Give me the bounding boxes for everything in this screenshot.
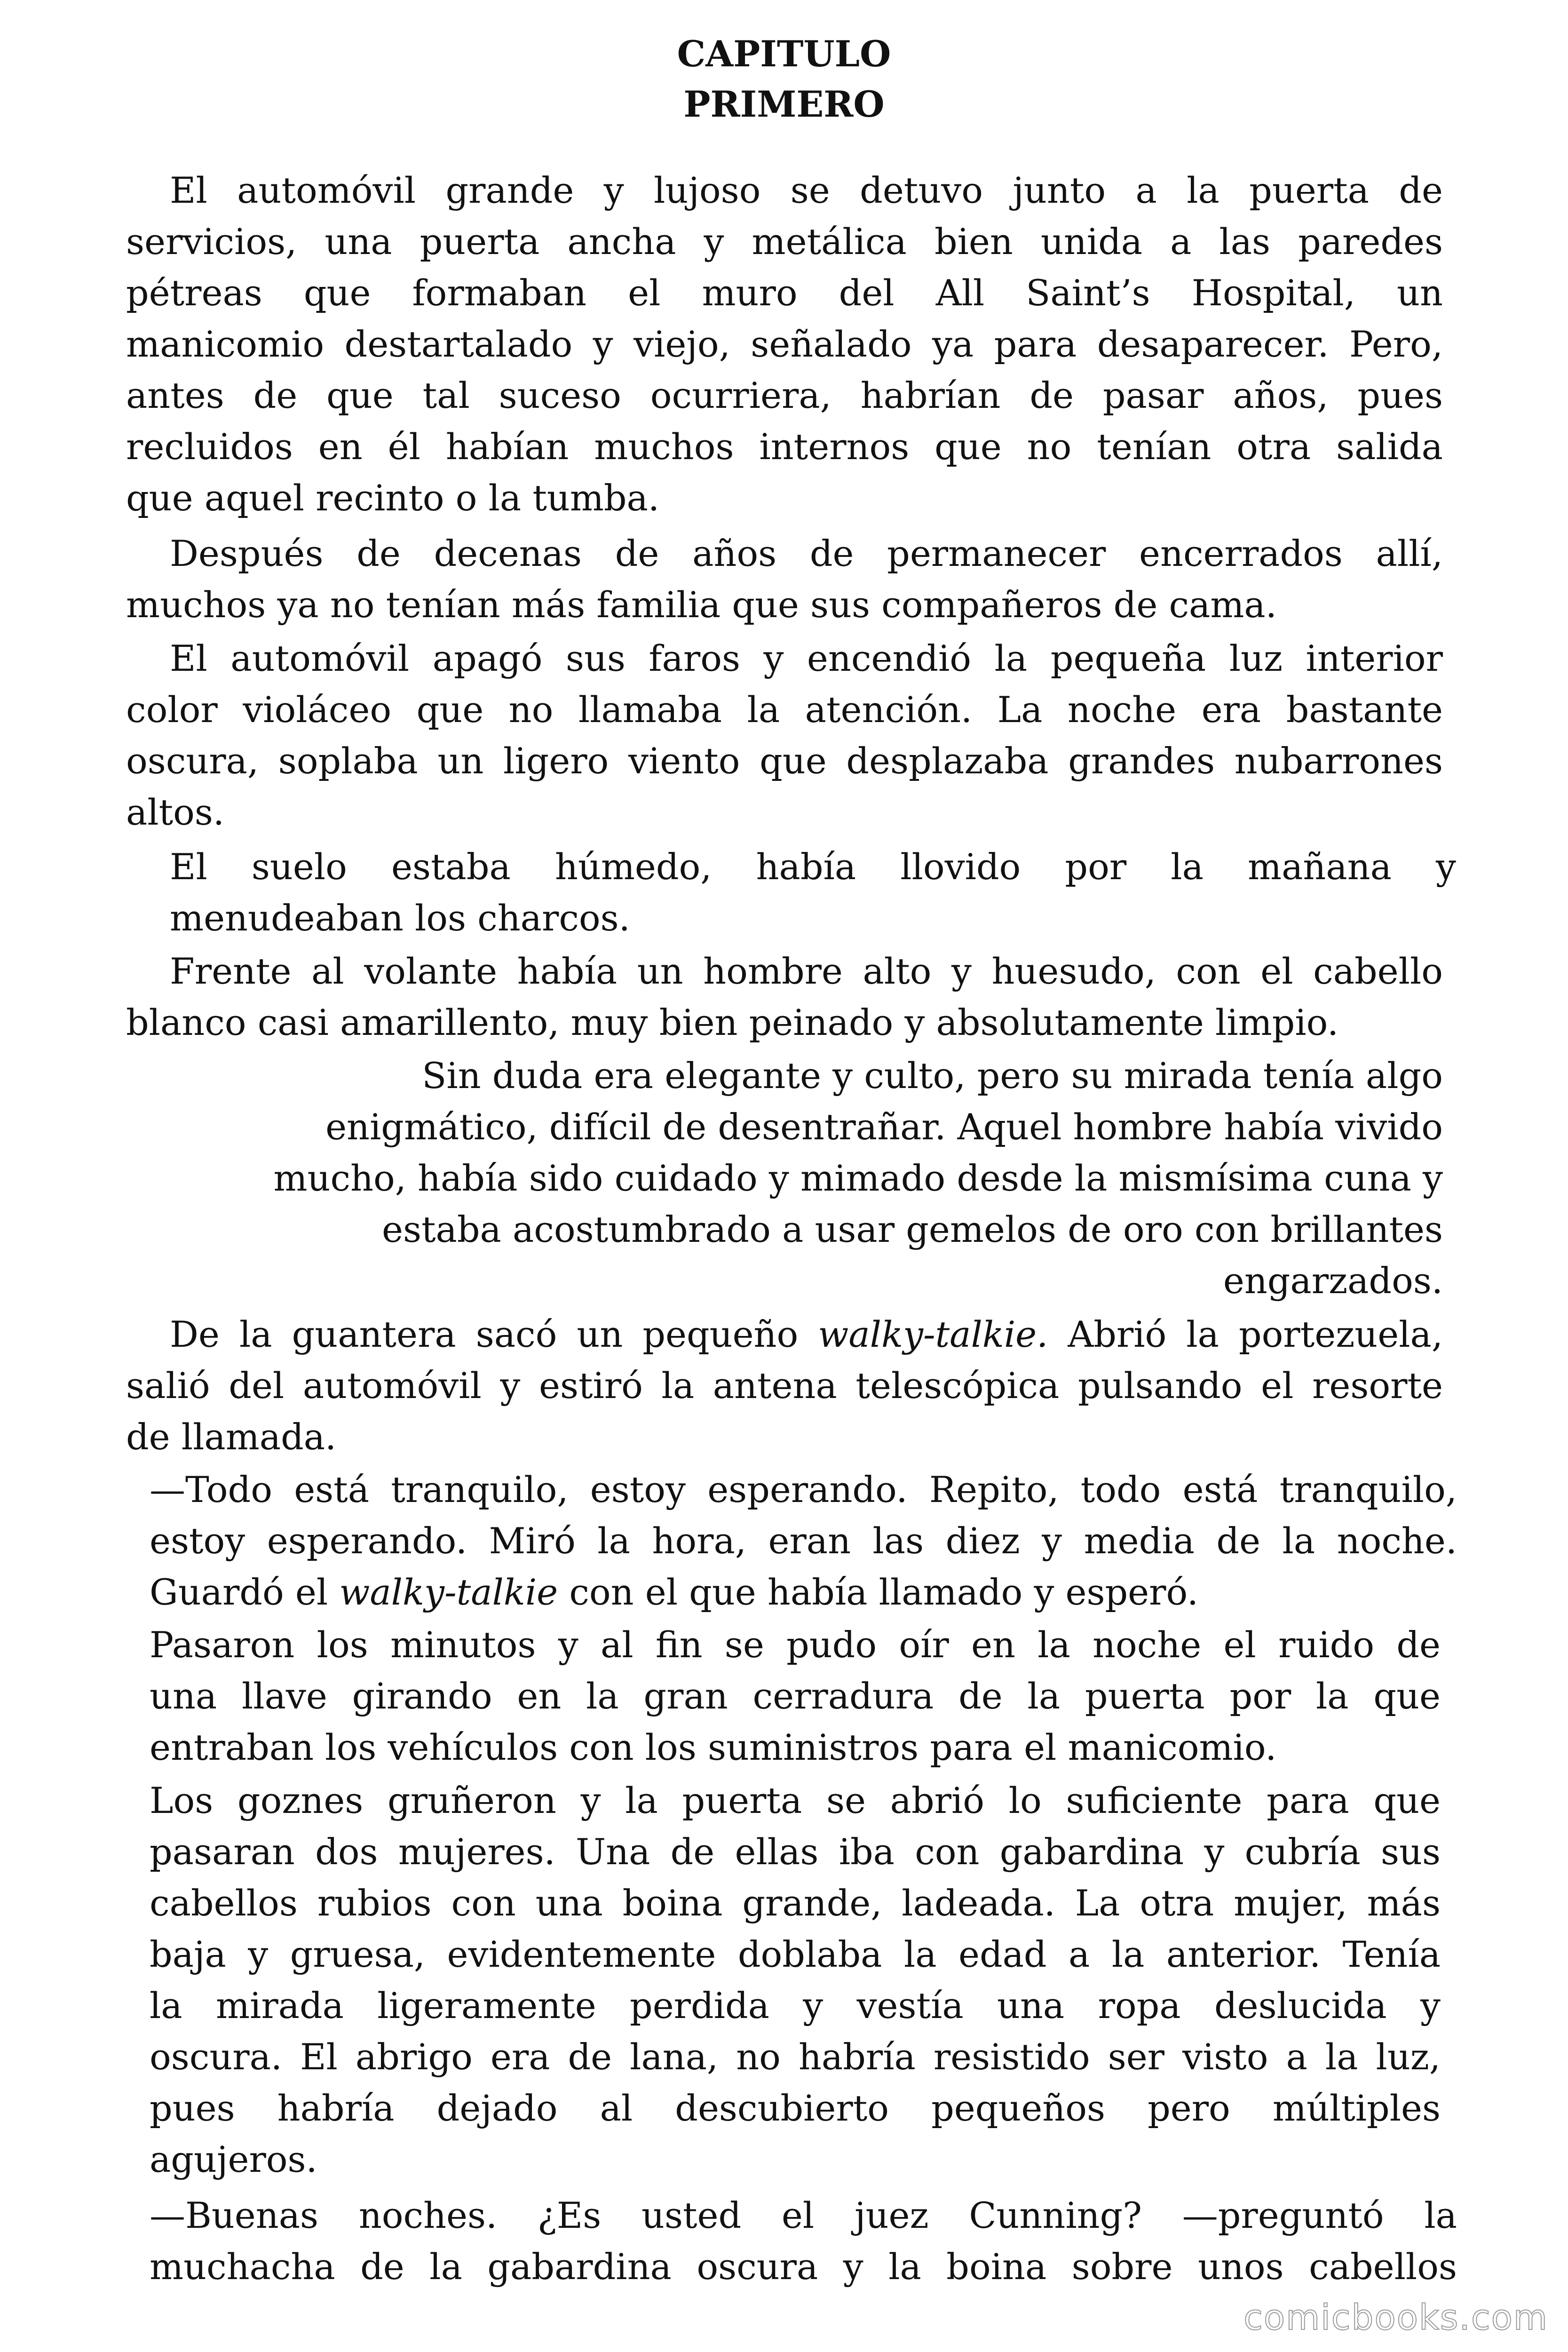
text-run: con el que había llamado y esperó. xyxy=(558,1571,1199,1613)
text-line: blanco casi amarillento, muy bien peinado y absolutamente limpio. xyxy=(126,1001,1339,1043)
text-line: color violáceo que no llamaba la atención. La noche era bastante xyxy=(126,689,1443,731)
text-line: engarzados. xyxy=(1223,1260,1443,1302)
text-line: una llave girando en la gran cerradura de la puerta por la que xyxy=(150,1675,1441,1717)
text-line: de llamada. xyxy=(126,1416,337,1458)
text-run: Guardó el xyxy=(150,1571,340,1613)
text-line: salió del automóvil y estiró la antena telescópica pulsando el resorte xyxy=(126,1365,1443,1406)
text-line: pasaran dos mujeres. Una de ellas iba con gabardina y cubría sus xyxy=(150,1831,1441,1873)
text-line: —Buenas noches. ¿Es usted el juez Cunning? —preguntó la xyxy=(150,2194,1457,2236)
paragraph-6 xyxy=(126,1050,1443,1306)
text-line: Pasaron los minutos y al fin se pudo oír en la noche el ruido de xyxy=(150,1624,1441,1666)
text-line xyxy=(126,1309,1443,1360)
chapter-title-line-1: CAPITULO xyxy=(677,33,891,75)
paragraph-9 xyxy=(150,1619,1441,1773)
text-run: De la guantera sacó un pequeño xyxy=(170,1313,818,1355)
text-line: altos. xyxy=(126,791,225,833)
text-line: El automóvil apagó sus faros y encendió la pequeña luz interior xyxy=(170,637,1443,679)
italic-term: walky-talkie. xyxy=(818,1313,1048,1355)
paragraph-10 xyxy=(150,1775,1441,2185)
text-line: menudeaban los charcos. xyxy=(170,897,630,939)
text-line: Después de decenas de años de permanecer encerrados allí, xyxy=(170,532,1443,574)
text-run: Abrió la portezuela, xyxy=(1048,1313,1443,1355)
italic-term: walky-talkie xyxy=(339,1571,558,1613)
watermark: comicbooks.com xyxy=(1243,2297,1548,2338)
paragraph-5 xyxy=(126,946,1443,1048)
text-line: pues habría dejado al descubierto pequeños pero múltiples xyxy=(150,2087,1441,2129)
text-line: —Todo está tranquilo, estoy esperando. Repito, todo está tranquilo, xyxy=(150,1469,1457,1510)
text-line: servicios, una puerta ancha y metálica bien unida a las paredes xyxy=(126,221,1443,262)
text-line: estaba acostumbrado a usar gemelos de oro con brillantes xyxy=(382,1208,1443,1250)
text-line: Sin duda era elegante y culto, pero su mirada tenía algo xyxy=(422,1055,1443,1097)
paragraph-7 xyxy=(126,1309,1443,1462)
text-line: agujeros. xyxy=(150,2138,317,2180)
text-line: oscura, soplaba un ligero viento que desplazaba grandes nubarrones xyxy=(126,740,1443,782)
text-line: la mirada ligeramente perdida y vestía una ropa deslucida y xyxy=(150,1985,1441,2026)
text-line: enigmático, difícil de desentrañar. Aquel hombre había vivido xyxy=(325,1106,1443,1148)
paragraph-11 xyxy=(150,2190,1457,2292)
text-line: pétreas que formaban el muro del All Saint’s Hospital, un xyxy=(126,272,1443,314)
text-line: que aquel recinto o la tumba. xyxy=(126,477,660,519)
text-line: oscura. El abrigo era de lana, no habría resistido ser visto a la luz, xyxy=(150,2036,1441,2078)
paragraph-4 xyxy=(170,841,1456,944)
text-line: mucho, había sido cuidado y mimado desde la mismísima cuna y xyxy=(273,1157,1443,1199)
text-line xyxy=(150,1566,1457,1618)
chapter-title-line-2: PRIMERO xyxy=(683,83,885,125)
paragraph-1 xyxy=(126,165,1443,524)
text-line: baja y gruesa, evidentemente doblaba la edad a la anterior. Tenía xyxy=(150,1933,1441,1975)
text-line: muchacha de la gabardina oscura y la boina sobre unos cabellos xyxy=(150,2246,1457,2288)
text-line: antes de que tal suceso ocurriera, habrían de pasar años, pues xyxy=(126,374,1443,416)
paragraph-3 xyxy=(126,633,1443,838)
text-line: manicomio destartalado y viejo, señalado ya para desaparecer. Pero, xyxy=(126,323,1443,365)
paragraph-8 xyxy=(150,1464,1457,1618)
text-line: Los goznes gruñeron y la puerta se abrió lo suficiente para que xyxy=(150,1780,1441,1821)
text-line: cabellos rubios con una boina grande, ladeada. La otra mujer, más xyxy=(150,1882,1441,1924)
text-line: muchos ya no tenían más familia que sus compañeros de cama. xyxy=(126,584,1277,626)
text-line: El suelo estaba húmedo, había llovido por la mañana y xyxy=(170,846,1456,888)
text-line: recluidos en él habían muchos internos que no tenían otra salida xyxy=(126,426,1443,468)
text-line: El automóvil grande y lujoso se detuvo junto a la puerta de xyxy=(170,169,1443,211)
text-line: entraban los vehículos con los suministros para el manicomio. xyxy=(150,1726,1277,1768)
paragraph-2 xyxy=(126,528,1443,630)
text-line: estoy esperando. Miró la hora, eran las diez y media de la noche. xyxy=(150,1520,1457,1562)
text-line: Frente al volante había un hombre alto y huesudo, con el cabello xyxy=(170,950,1443,992)
